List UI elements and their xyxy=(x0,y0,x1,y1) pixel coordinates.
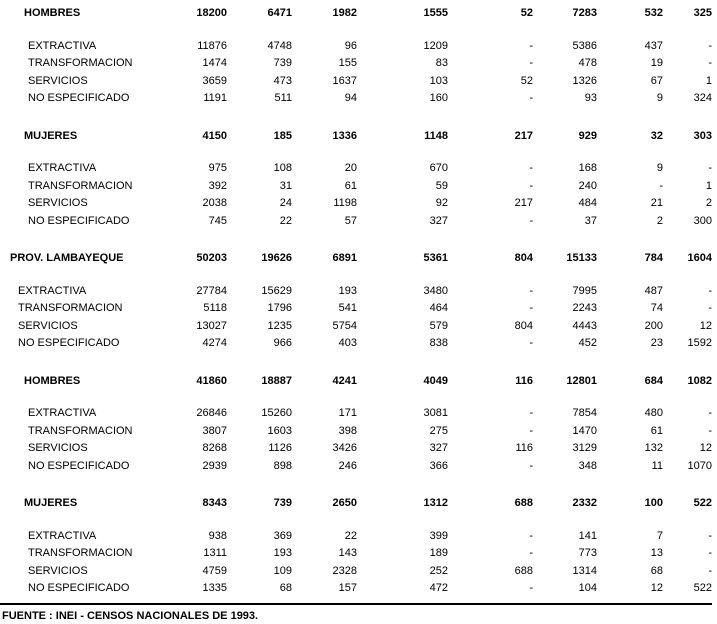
cell-value: 252 xyxy=(429,564,448,577)
row-label: NO ESPECIFICADO xyxy=(28,459,130,472)
table-row xyxy=(0,563,712,581)
row-label: SERVICIOS xyxy=(28,197,88,209)
cell-value: 94 xyxy=(344,92,357,104)
table-row xyxy=(0,178,712,196)
cell-value: - xyxy=(529,92,533,104)
cell-value: - xyxy=(708,564,712,577)
cell-value: 688 xyxy=(514,497,533,509)
row-label: TRANSFORMACION xyxy=(28,57,133,69)
table-row xyxy=(0,423,712,441)
cell-value: 452 xyxy=(578,337,597,349)
cell-value: - xyxy=(659,179,663,192)
cell-value: - xyxy=(529,57,533,69)
cell-value: 155 xyxy=(338,57,357,69)
row-label: MUJERES xyxy=(24,497,78,509)
cell-value: 1336 xyxy=(332,129,357,142)
cell-value: 59 xyxy=(435,179,448,192)
cell-value: 50203 xyxy=(196,252,227,264)
cell-value: 7283 xyxy=(572,7,597,19)
cell-value: 67 xyxy=(650,74,663,87)
cell-value: 8268 xyxy=(202,442,227,454)
cell-value: 6891 xyxy=(332,252,357,264)
cell-value: 688 xyxy=(514,564,533,577)
cell-value: 143 xyxy=(338,547,357,559)
cell-value: 1335 xyxy=(202,582,227,594)
cell-value: - xyxy=(529,529,533,542)
cell-value: 9 xyxy=(656,92,663,104)
cell-value: 3129 xyxy=(572,442,597,454)
cell-value: 32 xyxy=(650,129,663,142)
cell-value: 185 xyxy=(273,129,292,142)
cell-value: 975 xyxy=(208,162,227,174)
section-header-row xyxy=(0,495,712,513)
cell-value: 4049 xyxy=(423,374,448,387)
cell-value: 6471 xyxy=(267,7,292,19)
cell-value: 804 xyxy=(514,319,533,332)
cell-value: 325 xyxy=(693,7,712,19)
cell-value: 3426 xyxy=(332,442,357,454)
cell-value: 52 xyxy=(520,7,533,19)
section-header-row xyxy=(0,250,712,268)
cell-value: 484 xyxy=(578,197,597,209)
cell-value: 487 xyxy=(644,284,663,297)
cell-value: 68 xyxy=(279,582,292,594)
row-label: NO ESPECIFICADO xyxy=(28,92,130,104)
cell-value: 2328 xyxy=(332,564,357,577)
cell-value: 193 xyxy=(338,284,357,297)
source-note: FUENTE : INEI - CENSOS NACIONALES DE 1993. xyxy=(2,609,259,622)
cell-value: 68 xyxy=(650,564,663,577)
table-row xyxy=(0,213,712,231)
table-row xyxy=(0,300,712,318)
cell-value: 541 xyxy=(338,302,357,314)
cell-value: 41860 xyxy=(196,374,227,387)
cell-value: 745 xyxy=(208,214,227,227)
cell-value: 1326 xyxy=(572,74,597,87)
cell-value: 2 xyxy=(656,214,663,227)
section-header-row xyxy=(0,128,712,146)
cell-value: 1555 xyxy=(423,7,448,19)
cell-value: 1604 xyxy=(687,252,712,264)
cell-value: - xyxy=(708,302,712,314)
cell-value: 1 xyxy=(705,179,712,192)
cell-value: - xyxy=(529,459,533,472)
cell-value: 4241 xyxy=(332,374,357,387)
cell-value: 1126 xyxy=(268,442,292,454)
cell-value: 437 xyxy=(644,39,663,52)
cell-value: 4748 xyxy=(267,39,292,52)
cell-value: 532 xyxy=(644,7,663,19)
cell-value: 522 xyxy=(693,497,712,509)
cell-value: 684 xyxy=(644,374,663,387)
cell-value: - xyxy=(708,424,712,437)
cell-value: 9 xyxy=(656,162,663,174)
cell-value: 74 xyxy=(650,302,663,314)
cell-value: 4759 xyxy=(202,564,227,577)
cell-value: 5386 xyxy=(572,39,597,52)
cell-value: 398 xyxy=(338,424,357,437)
row-label: EXTRACTIVA xyxy=(28,39,97,52)
cell-value: 773 xyxy=(578,547,597,559)
cell-value: 480 xyxy=(644,407,663,419)
cell-value: 12801 xyxy=(566,374,597,387)
cell-value: 189 xyxy=(429,547,448,559)
cell-value: 4150 xyxy=(202,129,227,142)
cell-value: 217 xyxy=(514,197,533,209)
cell-value: - xyxy=(708,57,712,69)
table-row xyxy=(0,90,712,108)
table-row xyxy=(0,195,712,213)
cell-value: - xyxy=(529,162,533,174)
cell-value: 1314 xyxy=(572,564,597,577)
cell-value: 473 xyxy=(273,74,292,87)
table-row xyxy=(0,458,712,476)
table-row xyxy=(0,160,712,178)
row-label: HOMBRES xyxy=(24,374,81,387)
cell-value: 739 xyxy=(273,57,292,69)
row-label: EXTRACTIVA xyxy=(28,407,97,419)
row-label: HOMBRES xyxy=(24,7,81,19)
cell-value: 2 xyxy=(705,197,712,209)
cell-value: - xyxy=(529,407,533,419)
cell-value: 12 xyxy=(699,442,712,454)
cell-value: 52 xyxy=(520,74,533,87)
cell-value: 2332 xyxy=(572,497,597,509)
cell-value: 303 xyxy=(693,129,712,142)
cell-value: 11876 xyxy=(197,39,227,52)
cell-value: 348 xyxy=(578,459,597,472)
cell-value: 12 xyxy=(699,319,712,332)
cell-value: 168 xyxy=(578,162,597,174)
cell-value: 19626 xyxy=(261,252,292,264)
cell-value: 1148 xyxy=(424,129,448,142)
row-label: EXTRACTIVA xyxy=(28,162,97,174)
cell-value: 1312 xyxy=(423,497,448,509)
table-row xyxy=(0,528,712,546)
cell-value: 18887 xyxy=(261,374,292,387)
cell-value: - xyxy=(529,582,533,594)
cell-value: 160 xyxy=(429,92,448,104)
cell-value: 27784 xyxy=(196,284,227,297)
row-label: TRANSFORMACION xyxy=(28,424,133,437)
cell-value: 24 xyxy=(279,197,292,209)
cell-value: 929 xyxy=(578,129,597,142)
cell-value: 324 xyxy=(693,92,712,104)
cell-value: 739 xyxy=(273,497,292,509)
cell-value: 26846 xyxy=(196,407,227,419)
data-table xyxy=(0,5,712,598)
row-label: PROV. LAMBAYEQUE xyxy=(10,252,124,264)
cell-value: 464 xyxy=(429,302,448,314)
cell-value: 57 xyxy=(344,214,357,227)
cell-value: 472 xyxy=(429,582,448,594)
cell-value: 2243 xyxy=(572,302,597,314)
cell-value: 11 xyxy=(651,459,663,472)
cell-value: 3480 xyxy=(423,284,448,297)
cell-value: 478 xyxy=(578,57,597,69)
cell-value: 327 xyxy=(429,214,448,227)
cell-value: 22 xyxy=(344,529,357,542)
cell-value: 2650 xyxy=(332,497,357,509)
row-label: NO ESPECIFICADO xyxy=(28,582,130,594)
cell-value: 103 xyxy=(429,74,448,87)
cell-value: 116 xyxy=(515,374,533,387)
cell-value: 23 xyxy=(650,337,663,349)
cell-value: 4274 xyxy=(202,337,227,349)
cell-value: 838 xyxy=(429,337,448,349)
cell-value: 171 xyxy=(338,407,357,419)
cell-value: 116 xyxy=(515,442,533,454)
cell-value: 1235 xyxy=(267,319,292,332)
table-row xyxy=(0,55,712,73)
cell-value: 275 xyxy=(429,424,448,437)
row-label: EXTRACTIVA xyxy=(18,284,87,297)
table-row xyxy=(0,38,712,56)
cell-value: - xyxy=(708,284,712,297)
cell-value: 511 xyxy=(274,92,292,104)
cell-value: 3659 xyxy=(202,74,227,87)
section-header-row xyxy=(0,5,712,23)
cell-value: - xyxy=(529,424,533,437)
table-row xyxy=(0,440,712,458)
cell-value: - xyxy=(708,529,712,542)
table-row xyxy=(0,73,712,91)
cell-value: 18200 xyxy=(196,7,227,19)
cell-value: - xyxy=(708,407,712,419)
cell-value: 579 xyxy=(429,319,448,332)
cell-value: 104 xyxy=(578,582,597,594)
row-label: SERVICIOS xyxy=(28,74,88,87)
cell-value: - xyxy=(529,547,533,559)
row-label: SERVICIOS xyxy=(18,319,78,332)
cell-value: 109 xyxy=(273,564,292,577)
cell-value: 2939 xyxy=(202,459,227,472)
cell-value: 31 xyxy=(279,179,292,192)
cell-value: 1082 xyxy=(687,374,712,387)
cell-value: - xyxy=(529,302,533,314)
row-label: SERVICIOS xyxy=(28,442,88,454)
cell-value: 13027 xyxy=(196,319,227,332)
cell-value: 3081 xyxy=(423,407,448,419)
cell-value: 100 xyxy=(644,497,663,509)
table-row xyxy=(0,318,712,336)
cell-value: 1070 xyxy=(687,459,712,472)
table-row xyxy=(0,405,712,423)
row-label: NO ESPECIFICADO xyxy=(18,337,120,349)
cell-value: 403 xyxy=(338,337,357,349)
cell-value: 240 xyxy=(578,179,597,192)
cell-value: 108 xyxy=(273,162,292,174)
table-row xyxy=(0,283,712,301)
cell-value: 61 xyxy=(344,179,357,192)
cell-value: 13 xyxy=(650,547,663,559)
cell-value: - xyxy=(529,337,533,349)
cell-value: 7854 xyxy=(572,407,597,419)
cell-value: 1198 xyxy=(333,197,357,209)
cell-value: - xyxy=(529,214,533,227)
cell-value: 1311 xyxy=(203,547,227,559)
cell-value: 1592 xyxy=(687,337,712,349)
cell-value: - xyxy=(529,284,533,297)
cell-value: 8343 xyxy=(202,497,227,509)
cell-value: 938 xyxy=(208,529,227,542)
cell-value: 93 xyxy=(584,92,597,104)
cell-value: 804 xyxy=(514,252,533,264)
cell-value: 83 xyxy=(435,57,448,69)
cell-value: 1191 xyxy=(203,92,227,104)
cell-value: 327 xyxy=(429,442,448,454)
cell-value: 22 xyxy=(279,214,292,227)
row-label: SERVICIOS xyxy=(28,564,88,577)
cell-value: 1470 xyxy=(572,424,597,437)
cell-value: 37 xyxy=(584,214,597,227)
cell-value: 12 xyxy=(650,582,663,594)
row-label: TRANSFORMACION xyxy=(18,302,123,314)
cell-value: 1796 xyxy=(267,302,292,314)
cell-value: 392 xyxy=(208,179,227,192)
table-row xyxy=(0,580,712,598)
cell-value: - xyxy=(529,39,533,52)
cell-value: - xyxy=(708,39,712,52)
cell-value: 670 xyxy=(429,162,448,174)
cell-value: 366 xyxy=(429,459,448,472)
cell-value: 15260 xyxy=(261,407,292,419)
row-label: TRANSFORMACION xyxy=(28,179,133,192)
cell-value: 1603 xyxy=(267,424,292,437)
cell-value: - xyxy=(708,162,712,174)
cell-value: 157 xyxy=(338,582,357,594)
cell-value: 1 xyxy=(705,74,712,87)
row-label: MUJERES xyxy=(24,129,78,142)
cell-value: 96 xyxy=(344,39,357,52)
row-label: EXTRACTIVA xyxy=(28,529,97,542)
cell-value: 1637 xyxy=(332,74,357,87)
cell-value: 966 xyxy=(273,337,292,349)
cell-value: 132 xyxy=(644,442,663,454)
cell-value: 200 xyxy=(644,319,663,332)
section-header-row xyxy=(0,373,712,391)
cell-value: 5361 xyxy=(423,252,448,264)
cell-value: 20 xyxy=(344,162,357,174)
cell-value: 3807 xyxy=(202,424,227,437)
cell-value: 399 xyxy=(429,529,448,542)
cell-value: 19 xyxy=(650,57,663,69)
cell-value: 21 xyxy=(650,197,663,209)
cell-value: 369 xyxy=(273,529,292,542)
cell-value: 15629 xyxy=(261,284,292,297)
cell-value: 5754 xyxy=(332,319,357,332)
cell-value: 300 xyxy=(693,214,712,227)
cell-value: 1982 xyxy=(332,7,357,19)
footer-rule xyxy=(0,603,712,623)
cell-value: 4443 xyxy=(572,319,597,332)
cell-value: 246 xyxy=(338,459,357,472)
cell-value: - xyxy=(529,179,533,192)
cell-value: 61 xyxy=(650,424,663,437)
cell-value: 898 xyxy=(273,459,292,472)
cell-value: 193 xyxy=(273,547,292,559)
cell-value: 784 xyxy=(644,252,663,264)
cell-value: - xyxy=(708,547,712,559)
row-label: TRANSFORMACION xyxy=(28,547,133,559)
table-row xyxy=(0,335,712,353)
cell-value: 7 xyxy=(656,529,663,542)
cell-value: 522 xyxy=(693,582,712,594)
cell-value: 15133 xyxy=(566,252,597,264)
row-label: NO ESPECIFICADO xyxy=(28,214,130,227)
cell-value: 141 xyxy=(578,529,597,542)
cell-value: 2038 xyxy=(202,197,227,209)
cell-value: 1209 xyxy=(423,39,448,52)
cell-value: 92 xyxy=(435,197,448,209)
cell-value: 1474 xyxy=(202,57,227,69)
cell-value: 217 xyxy=(514,129,533,142)
cell-value: 5118 xyxy=(203,302,227,314)
cell-value: 7995 xyxy=(572,284,597,297)
table-row xyxy=(0,545,712,563)
